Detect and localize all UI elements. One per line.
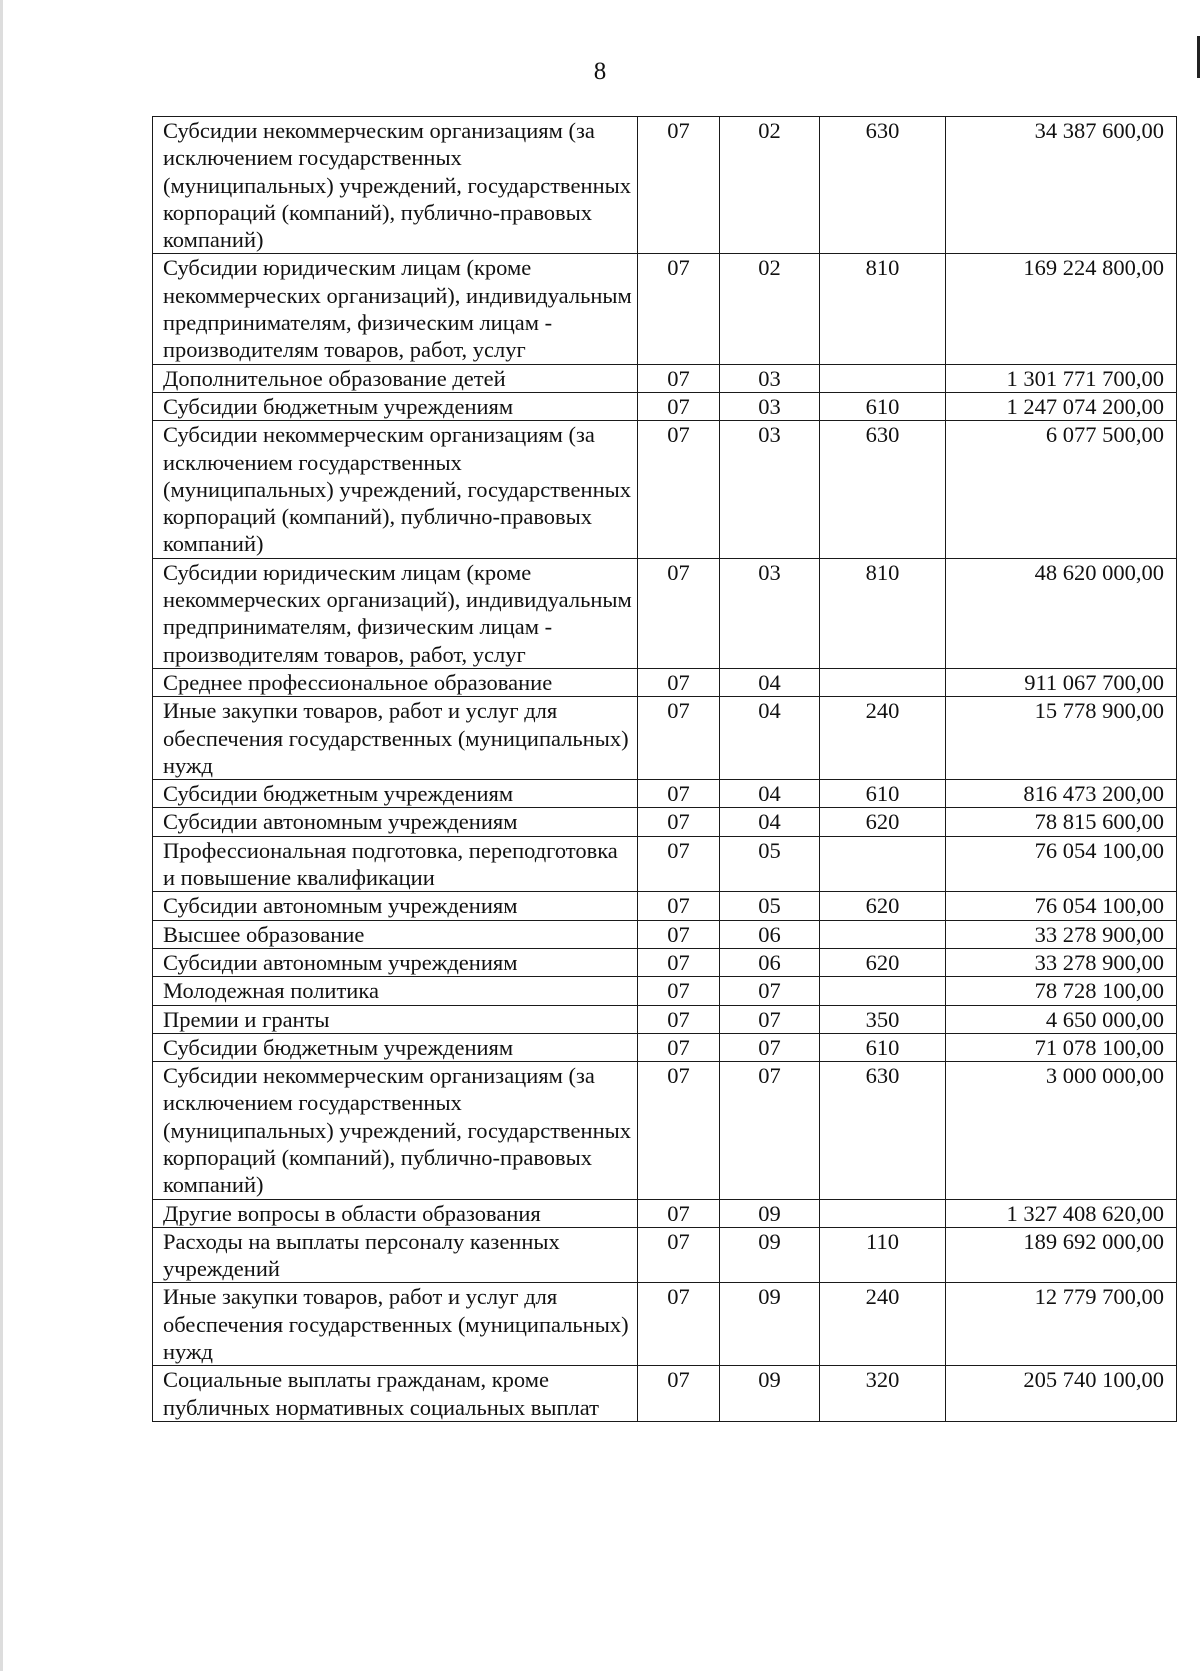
row-subsection-cell: 04	[720, 668, 820, 696]
table-row	[153, 697, 1177, 780]
row-subsection-cell: 04	[720, 780, 820, 808]
table-row	[153, 668, 1177, 696]
row-name-cell: Высшее образование	[153, 920, 638, 948]
row-amount-cell: 33 278 900,00	[946, 920, 1177, 948]
row-section-cell: 07	[638, 254, 720, 364]
row-section-cell: 07	[638, 1283, 720, 1366]
row-subsection-cell: 07	[720, 1062, 820, 1199]
table-row	[153, 920, 1177, 948]
row-section-cell: 07	[638, 836, 720, 892]
row-section-cell: 07	[638, 977, 720, 1005]
row-amount-cell: 3 000 000,00	[946, 1062, 1177, 1199]
table-row	[153, 1033, 1177, 1061]
row-subsection-cell: 09	[720, 1283, 820, 1366]
row-amount-cell: 76 054 100,00	[946, 892, 1177, 920]
row-expense-type-cell: 630	[820, 421, 946, 558]
row-section-cell: 07	[638, 1227, 720, 1283]
row-expense-type-cell: 610	[820, 780, 946, 808]
row-amount-cell: 1 327 408 620,00	[946, 1199, 1177, 1227]
row-section-cell: 07	[638, 780, 720, 808]
row-amount-cell: 6 077 500,00	[946, 421, 1177, 558]
row-section-cell: 07	[638, 1033, 720, 1061]
row-subsection-cell: 04	[720, 808, 820, 836]
row-expense-type-cell: 630	[820, 117, 946, 254]
row-subsection-cell: 07	[720, 1005, 820, 1033]
budget-table-body	[153, 117, 1177, 1422]
row-amount-cell: 189 692 000,00	[946, 1227, 1177, 1283]
row-expense-type-cell	[820, 920, 946, 948]
table-row	[153, 780, 1177, 808]
row-subsection-cell: 05	[720, 836, 820, 892]
row-expense-type-cell	[820, 977, 946, 1005]
row-expense-type-cell	[820, 668, 946, 696]
row-amount-cell: 78 728 100,00	[946, 977, 1177, 1005]
row-subsection-cell: 09	[720, 1227, 820, 1283]
row-name-cell: Социальные выплаты гражданам, кроме публичных нормативных социальных выплат	[153, 1366, 638, 1422]
scan-edge	[0, 0, 3, 1671]
row-expense-type-cell: 610	[820, 392, 946, 420]
row-name-cell: Иные закупки товаров, работ и услуг для обеспечения государственных (муниципальных) нужд	[153, 1283, 638, 1366]
row-amount-cell: 33 278 900,00	[946, 948, 1177, 976]
row-expense-type-cell	[820, 1199, 946, 1227]
row-subsection-cell: 03	[720, 364, 820, 392]
row-name-cell: Субсидии некоммерческим организациям (за исключением государственных (муниципальных) учреждений, государственных корпораций (компаний), публично-правовых компаний)	[153, 1062, 638, 1199]
table-row	[153, 117, 1177, 254]
row-section-cell: 07	[638, 920, 720, 948]
row-name-cell: Другие вопросы в области образования	[153, 1199, 638, 1227]
row-expense-type-cell	[820, 836, 946, 892]
row-expense-type-cell: 350	[820, 1005, 946, 1033]
row-amount-cell: 34 387 600,00	[946, 117, 1177, 254]
table-row	[153, 1199, 1177, 1227]
row-subsection-cell: 05	[720, 892, 820, 920]
row-expense-type-cell	[820, 364, 946, 392]
row-subsection-cell: 03	[720, 558, 820, 668]
row-expense-type-cell: 320	[820, 1366, 946, 1422]
row-name-cell: Субсидии бюджетным учреждениям	[153, 1033, 638, 1061]
row-section-cell: 07	[638, 364, 720, 392]
table-row	[153, 558, 1177, 668]
row-name-cell: Расходы на выплаты персоналу казенных учреждений	[153, 1227, 638, 1283]
row-expense-type-cell: 620	[820, 808, 946, 836]
row-amount-cell: 169 224 800,00	[946, 254, 1177, 364]
row-name-cell: Субсидии бюджетным учреждениям	[153, 780, 638, 808]
row-amount-cell: 1 247 074 200,00	[946, 392, 1177, 420]
row-section-cell: 07	[638, 558, 720, 668]
row-name-cell: Субсидии бюджетным учреждениям	[153, 392, 638, 420]
table-row	[153, 948, 1177, 976]
row-section-cell: 07	[638, 892, 720, 920]
table-row	[153, 1227, 1177, 1283]
row-amount-cell: 78 815 600,00	[946, 808, 1177, 836]
table-row	[153, 808, 1177, 836]
row-section-cell: 07	[638, 697, 720, 780]
row-name-cell: Премии и гранты	[153, 1005, 638, 1033]
table-row	[153, 1366, 1177, 1422]
row-expense-type-cell: 810	[820, 558, 946, 668]
row-amount-cell: 12 779 700,00	[946, 1283, 1177, 1366]
row-subsection-cell: 07	[720, 1033, 820, 1061]
row-section-cell: 07	[638, 668, 720, 696]
table-row	[153, 892, 1177, 920]
table-row	[153, 421, 1177, 558]
row-subsection-cell: 02	[720, 117, 820, 254]
table-row	[153, 1062, 1177, 1199]
row-name-cell: Дополнительное образование детей	[153, 364, 638, 392]
table-row	[153, 977, 1177, 1005]
row-name-cell: Субсидии юридическим лицам (кроме некоммерческих организаций), индивидуальным предпринимателям, физическим лицам - производителям товаров, работ, услуг	[153, 558, 638, 668]
row-expense-type-cell: 620	[820, 948, 946, 976]
row-expense-type-cell: 810	[820, 254, 946, 364]
row-subsection-cell: 06	[720, 920, 820, 948]
row-expense-type-cell: 620	[820, 892, 946, 920]
budget-table	[152, 116, 1177, 1422]
row-amount-cell: 911 067 700,00	[946, 668, 1177, 696]
row-subsection-cell: 07	[720, 977, 820, 1005]
row-expense-type-cell: 610	[820, 1033, 946, 1061]
row-name-cell: Субсидии автономным учреждениям	[153, 808, 638, 836]
row-amount-cell: 76 054 100,00	[946, 836, 1177, 892]
row-section-cell: 07	[638, 1062, 720, 1199]
row-section-cell: 07	[638, 1366, 720, 1422]
row-section-cell: 07	[638, 392, 720, 420]
row-section-cell: 07	[638, 1005, 720, 1033]
table-row	[153, 836, 1177, 892]
row-expense-type-cell: 240	[820, 697, 946, 780]
row-name-cell: Молодежная политика	[153, 977, 638, 1005]
row-section-cell: 07	[638, 421, 720, 558]
row-section-cell: 07	[638, 808, 720, 836]
row-section-cell: 07	[638, 948, 720, 976]
row-subsection-cell: 09	[720, 1199, 820, 1227]
table-row	[153, 1005, 1177, 1033]
row-amount-cell: 48 620 000,00	[946, 558, 1177, 668]
table-row	[153, 254, 1177, 364]
row-amount-cell: 15 778 900,00	[946, 697, 1177, 780]
row-name-cell: Субсидии автономным учреждениям	[153, 892, 638, 920]
row-name-cell: Субсидии юридическим лицам (кроме некоммерческих организаций), индивидуальным предпринимателям, физическим лицам - производителям товаров, работ, услуг	[153, 254, 638, 364]
row-subsection-cell: 04	[720, 697, 820, 780]
row-name-cell: Субсидии некоммерческим организациям (за исключением государственных (муниципальных) учреждений, государственных корпораций (компаний), публично-правовых компаний)	[153, 421, 638, 558]
row-name-cell: Субсидии некоммерческим организациям (за исключением государственных (муниципальных) учреждений, государственных корпораций (компаний), публично-правовых компаний)	[153, 117, 638, 254]
row-amount-cell: 205 740 100,00	[946, 1366, 1177, 1422]
row-section-cell: 07	[638, 117, 720, 254]
row-amount-cell: 4 650 000,00	[946, 1005, 1177, 1033]
row-amount-cell: 1 301 771 700,00	[946, 364, 1177, 392]
row-subsection-cell: 02	[720, 254, 820, 364]
row-name-cell: Профессиональная подготовка, переподготовка и повышение квалификации	[153, 836, 638, 892]
row-subsection-cell: 03	[720, 392, 820, 420]
row-amount-cell: 816 473 200,00	[946, 780, 1177, 808]
page-number: 8	[593, 58, 607, 85]
table-row	[153, 364, 1177, 392]
table-row	[153, 392, 1177, 420]
table-row	[153, 1283, 1177, 1366]
row-expense-type-cell: 630	[820, 1062, 946, 1199]
row-name-cell: Среднее профессиональное образование	[153, 668, 638, 696]
row-section-cell: 07	[638, 1199, 720, 1227]
row-name-cell: Иные закупки товаров, работ и услуг для обеспечения государственных (муниципальных) нужд	[153, 697, 638, 780]
row-subsection-cell: 03	[720, 421, 820, 558]
row-expense-type-cell: 110	[820, 1227, 946, 1283]
row-expense-type-cell: 240	[820, 1283, 946, 1366]
row-subsection-cell: 06	[720, 948, 820, 976]
row-name-cell: Субсидии автономным учреждениям	[153, 948, 638, 976]
row-amount-cell: 71 078 100,00	[946, 1033, 1177, 1061]
row-subsection-cell: 09	[720, 1366, 820, 1422]
